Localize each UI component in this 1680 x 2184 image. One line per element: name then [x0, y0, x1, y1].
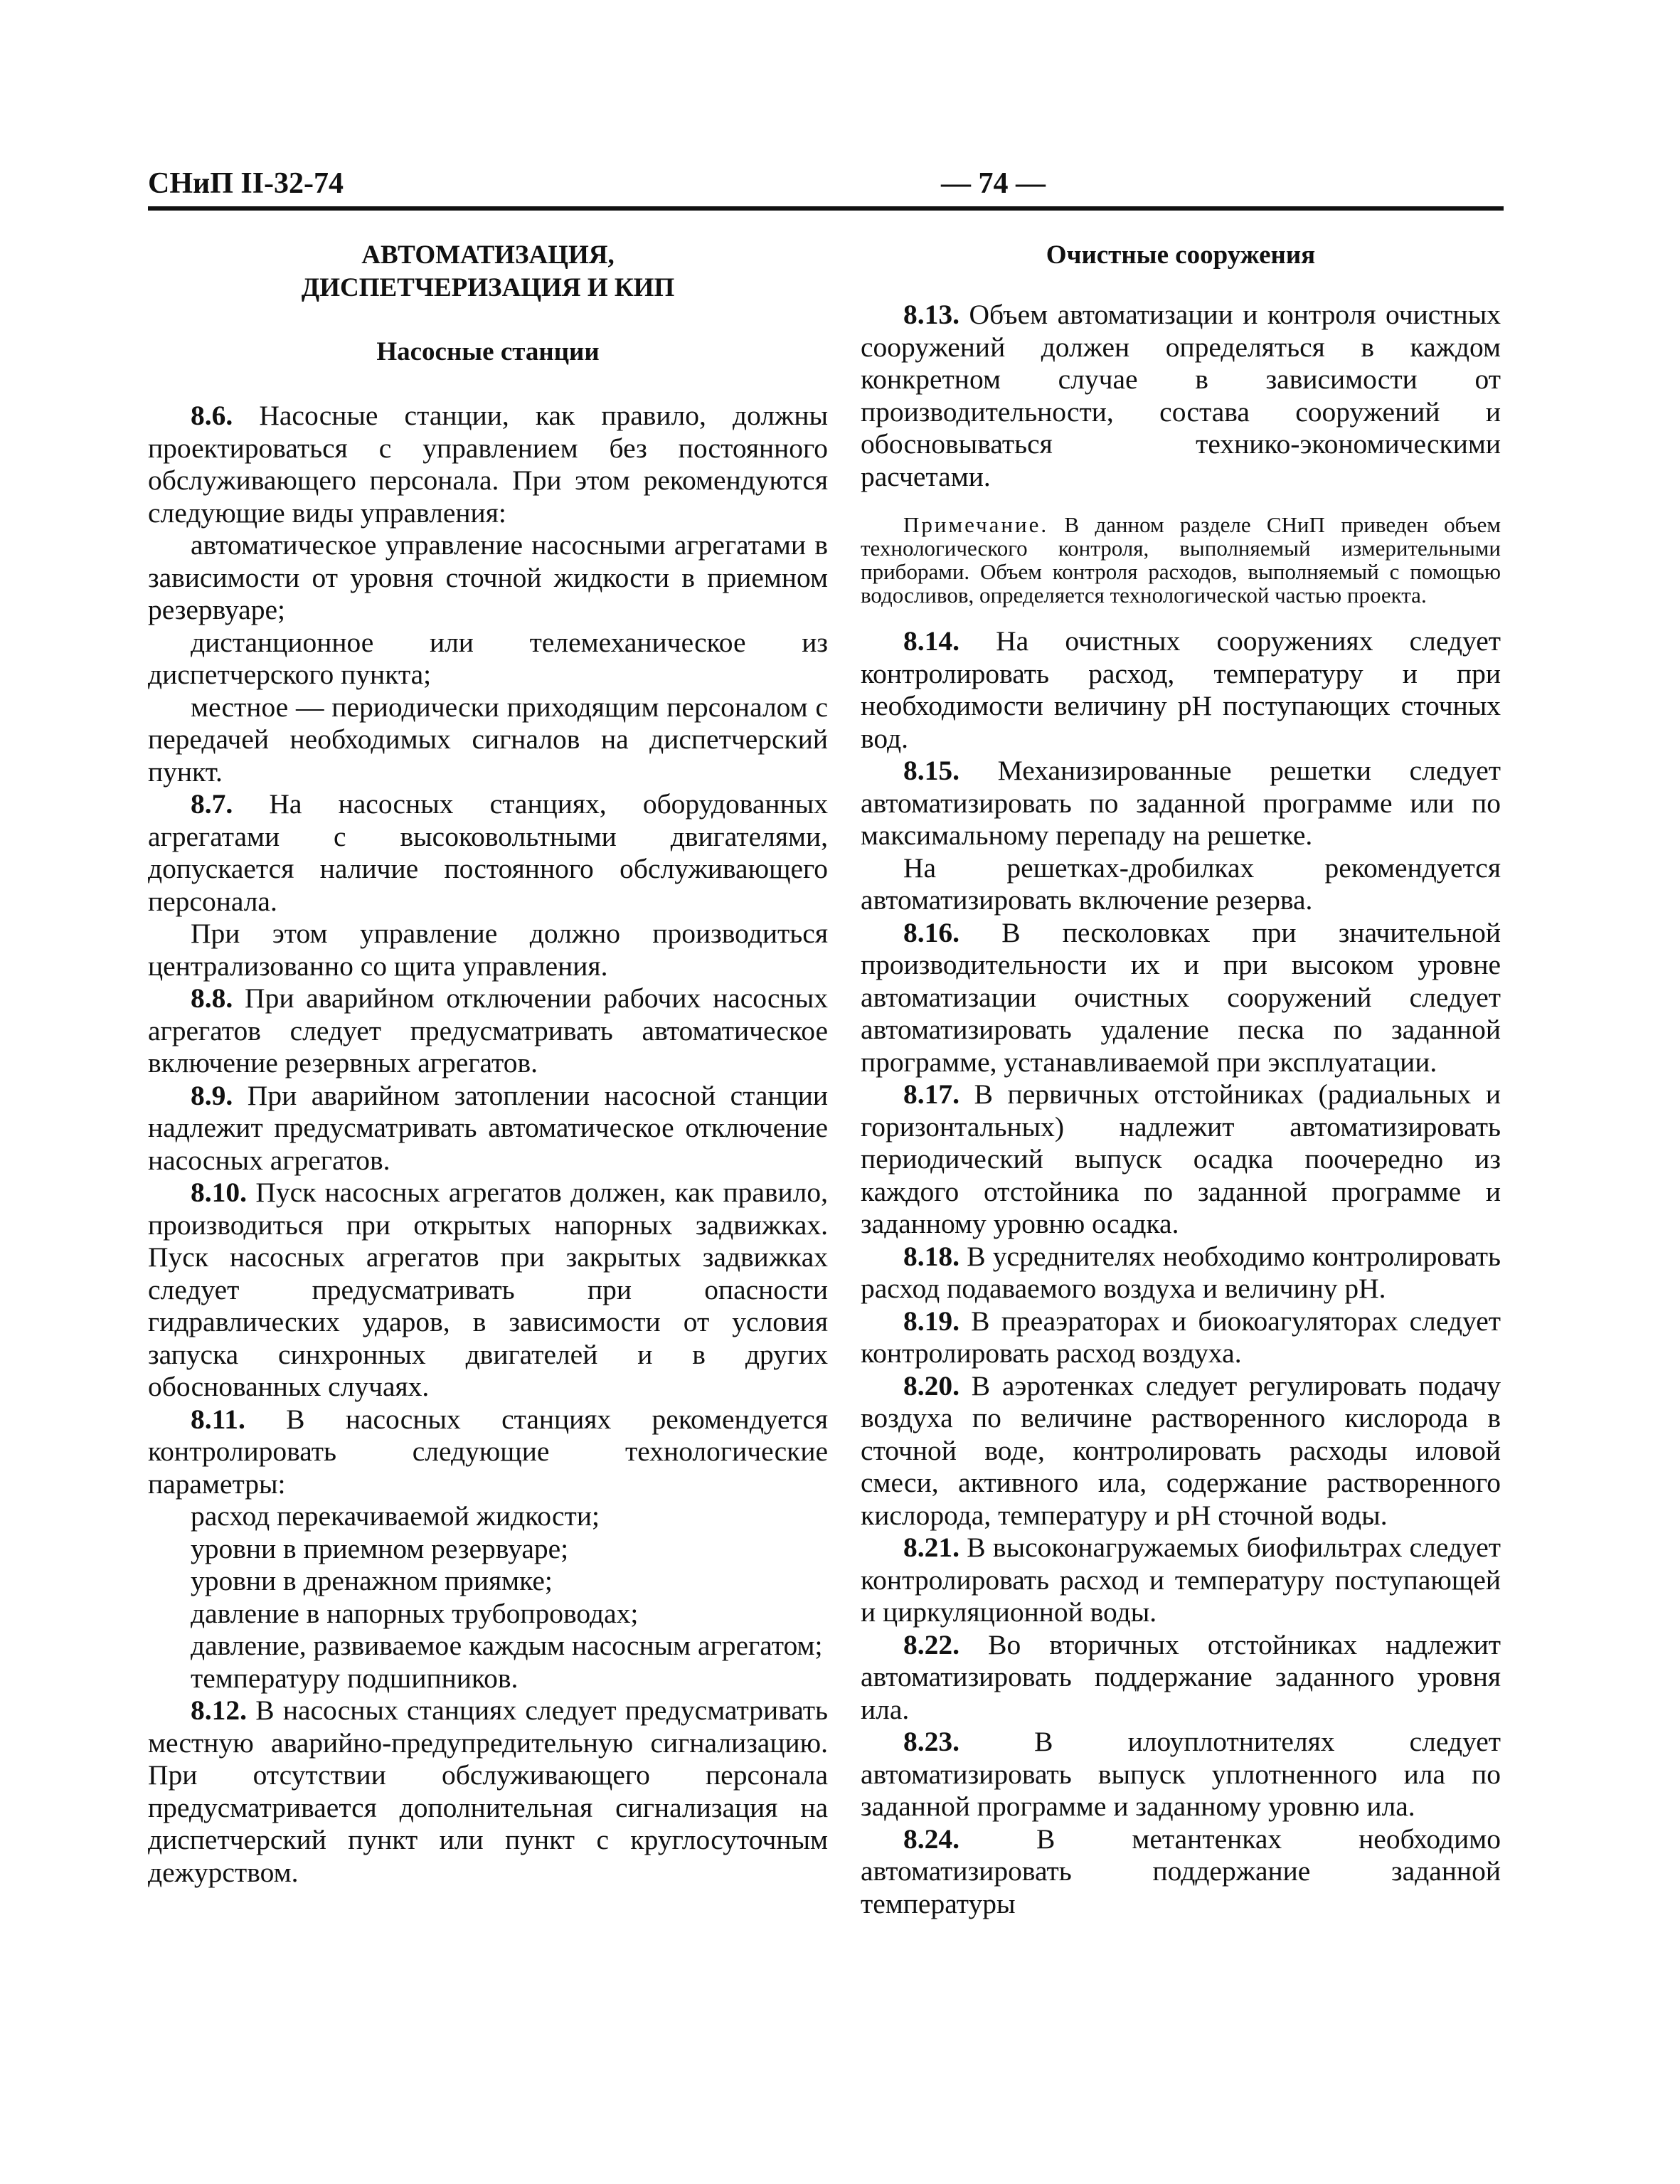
paragraph-8-23: [861, 1726, 1501, 1823]
clause-text: В аэротенках следует регулировать подачу воздуха по величине растворенного кислорода в сточной воде, контролировать расходы иловой смеси, активного ила, содержание растворенного кислорода, температуру и pH сточной воды.: [861, 1369, 1501, 1531]
page-number: — 74 —: [941, 167, 1046, 200]
clause-text: В песколовках при значительной производительности их и при высоком уровне автоматизации очистных сооружений следует автоматизировать удаление песка по заданной программе, устанавливаемой при эксплуатации.: [861, 916, 1501, 1078]
list-item: давление в напорных трубопроводах;: [191, 1597, 639, 1629]
list-item: температуру подшипников.: [191, 1662, 519, 1694]
section-heading-line: ДИСПЕТЧЕРИЗАЦИЯ И КИП: [301, 273, 675, 302]
paragraph-8-15: [861, 755, 1501, 852]
list-item: уровни в приемном резервуаре;: [191, 1532, 569, 1564]
clause-number: 8.19.: [903, 1305, 959, 1337]
clause-number: 8.8.: [191, 982, 233, 1014]
paragraph-8-7-continued: При этом управление должно производиться централизованно со щита управления.: [148, 918, 828, 982]
clause-text: Во вторичных отстойниках надлежит автоматизировать поддержание заданного уровня ила.: [861, 1628, 1501, 1725]
paragraph-8-9: [148, 1080, 828, 1177]
paragraph-8-15-continued: На решетках-дробилках рекомендуется автоматизировать включение резерва.: [861, 852, 1501, 916]
paragraph-8-22: [861, 1629, 1501, 1727]
document-code: СНиП II-32-74: [148, 167, 344, 200]
clause-text: В высоконагружаемых биофильтрах следует контролировать расход и температуру поступающей и циркуляционной воды.: [861, 1532, 1501, 1628]
clause-number: 8.11.: [191, 1403, 245, 1435]
clause-number: 8.22.: [903, 1628, 959, 1660]
clause-number: 8.9.: [191, 1079, 233, 1111]
list-item: уровни в дренажном приямке;: [191, 1565, 553, 1596]
paragraph-8-24: [861, 1823, 1501, 1921]
clause-number: 8.24.: [903, 1823, 959, 1855]
clause-number: 8.18.: [903, 1240, 959, 1272]
clause-text: В первичных отстойниках (радиальных и горизонтальных) надлежит автоматизировать периодический выпуск осадка поочередно из каждого отстойника по заданной программе и заданному уровню осадка.: [861, 1078, 1501, 1239]
paragraph-8-8: [148, 982, 828, 1080]
section-heading-line: АВТОМАТИЗАЦИЯ,: [361, 240, 615, 270]
clause-text: Пуск насосных агрегатов должен, как правило, производиться при открытых напорных задвижках. Пуск насосных агрегатов при закрытых задвижках следует предусматривать при опасности гидравлических ударов, в зависимости от условия запуска синхронных двигателей и в других обоснованных случаях.: [148, 1177, 828, 1402]
clause-text: При аварийном отключении рабочих насосных агрегатов следует предусматривать автоматическое включение резервных агрегатов.: [148, 982, 828, 1078]
list-item: дистанционное или телемеханическое из диспетчерского пункта;: [148, 626, 828, 690]
subsection-heading: Насосные станции: [376, 337, 600, 366]
clause-number: 8.12.: [191, 1695, 247, 1726]
paragraph-8-13: [861, 299, 1501, 493]
paragraph-8-10: [148, 1177, 828, 1404]
clause-text: В метантенках необходимо автоматизировать поддержание заданной температуры: [861, 1823, 1501, 1919]
note-text: В данном разделе СНиП приведен объем технологического контроля, выполняемый измерительными приборами. Объем контроля расходов, выполняемый с помощью водосливов, определяется технологической частью проекта.: [861, 512, 1501, 608]
clause-text: В преаэраторах и биокоагуляторах следует контролировать расход воздуха.: [861, 1305, 1501, 1369]
clause-text: В усреднителях необходимо контролировать расход подаваемого воздуха и величину pH.: [861, 1240, 1501, 1304]
clause-text: В насосных станциях следует предусматривать местную аварийно-предупредительную сигнализацию. При отсутствии обслуживающего персонала предусматривается дополнительная сигнализация на диспетчерский пункт или пункт с круглосуточным дежурством.: [148, 1695, 828, 1888]
clause-text: На очистных сооружениях следует контролировать расход, температуру и при необходимости величину pH поступающих сточных вод.: [861, 625, 1501, 754]
header-rule: [148, 206, 1504, 211]
paragraph-8-16: [861, 917, 1501, 1079]
clause-number: 8.20.: [903, 1369, 959, 1401]
clause-number: 8.6.: [191, 400, 233, 431]
list-item: автоматическое управление насосными агрегатами в зависимости от уровня сточной жидкости в приемном резервуаре;: [148, 529, 828, 625]
paragraph-8-6: [148, 400, 828, 529]
paragraph-8-18: [861, 1241, 1501, 1305]
clause-text: В илоуплотнителях следует автоматизировать выпуск уплотненного ила по заданной программе и заданному уровню ила.: [861, 1726, 1501, 1822]
clause-number: 8.16.: [903, 916, 959, 948]
clause-text: Объем автоматизации и контроля очистных сооружений должен определяться в каждом конкретном случае в зависимости от производительности, состава сооружений и обосновываться технико-экономическими расчетами.: [861, 299, 1501, 492]
clause-number: 8.15.: [903, 755, 959, 786]
clause-text: В насосных станциях рекомендуется контролировать следующие технологические параметры:: [148, 1403, 828, 1500]
paragraph-8-11: [148, 1404, 828, 1501]
subsection-heading: Очистные сооружения: [1046, 240, 1316, 270]
list-item: местное — периодически приходящим персоналом с передачей необходимых сигналов на диспетчерский пункт.: [148, 691, 828, 788]
paragraph-8-21: [861, 1532, 1501, 1629]
right-column: [861, 239, 1501, 1920]
left-column: [148, 239, 828, 1889]
clause-text: При аварийном затоплении насосной станции надлежит предусматривать автоматическое отключение насосных агрегатов.: [148, 1079, 828, 1176]
clause-number: 8.14.: [903, 625, 959, 657]
section-heading: [148, 239, 828, 304]
clause-text: Насосные станции, как правило, должны проектироваться с управлением без постоянного обслуживающего персонала. При этом рекомендуются следующие виды управления:: [148, 400, 828, 529]
paragraph-8-12: [148, 1695, 828, 1889]
note: [861, 513, 1501, 607]
note-label: Примечание.: [903, 512, 1049, 537]
clause-number: 8.23.: [903, 1726, 959, 1757]
page-header: [148, 162, 1504, 205]
clause-text: Механизированные решетки следует автоматизировать по заданной программе или по максимальному перепаду на решетке.: [861, 755, 1501, 851]
paragraph-8-19: [861, 1305, 1501, 1370]
paragraph-8-7: [148, 788, 828, 918]
clause-text: На насосных станциях, оборудованных агрегатами с высоковольтными двигателями, допускается наличие постоянного обслуживающего персонала.: [148, 788, 828, 917]
clause-number: 8.21.: [903, 1532, 959, 1563]
paragraph-8-17: [861, 1078, 1501, 1241]
clause-number: 8.13.: [903, 299, 959, 330]
clause-number: 8.10.: [191, 1177, 247, 1208]
paragraph-8-20: [861, 1370, 1501, 1532]
list-item: давление, развиваемое каждым насосным агрегатом;: [191, 1630, 823, 1661]
clause-number: 8.17.: [903, 1078, 959, 1110]
paragraph-8-14: [861, 625, 1501, 755]
clause-number: 8.7.: [191, 788, 233, 820]
list-item: расход перекачиваемой жидкости;: [191, 1500, 600, 1532]
